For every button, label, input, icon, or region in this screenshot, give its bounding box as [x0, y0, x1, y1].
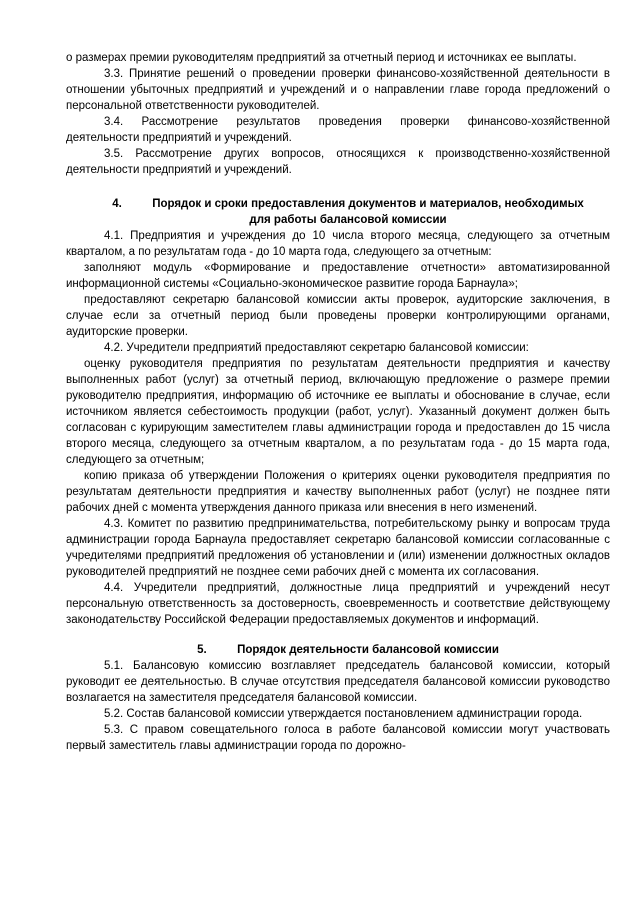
paragraph-5-1: 5.1. Балансовую комиссию возглавляет председатель балансовой комиссии, который руководит ее деятельностью. В случае отсутствия председателя балансовой комиссии руководство возлагается на заместителя председателя балансовой комиссии. — [66, 660, 610, 704]
paragraph-3-5: 3.5. Рассмотрение других вопросов, относящихся к производственно-хозяйственной деятельности предприятий и учреждений. — [66, 148, 610, 176]
paragraph-5-2: 5.2. Состав балансовой комиссии утверждается постановлением администрации города. — [104, 708, 583, 720]
paragraph-4-2-item-1: оценку руководителя предприятия по результатам деятельности предприятия и качеству выполненных работ (услуг) за отчетный период, включающую предложение о размере премии руководителю предприятия, информацию об источнике ее выплаты и обоснование в случае, если источником является себестоимость продукции (работ, услуг). Указанный документ должен быть согласован с курирующим заместителем главы администрации города и предоставлен до 15 числа второго месяца, следующего за отчетным кварталом, а по результатам года - до 15 марта года, следующего за отчетным; — [66, 358, 610, 466]
paragraph-4-2: 4.2. Учредители предприятий предоставляют секретарю балансовой комиссии: — [104, 342, 529, 354]
section-5-title: Порядок деятельности балансовой комиссии — [237, 644, 499, 656]
section-4-number: 4. — [112, 198, 122, 210]
section-5-heading — [66, 642, 610, 658]
paragraph-4-1-item-1: заполняют модуль «Формирование и предоставление отчетности» автоматизированной информационной системы «Социально-экономическое развитие города Барнаула»; — [66, 262, 610, 290]
paragraph-continuation: о размерах премии руководителям предприятий за отчетный период и источниках ее выплаты. — [66, 52, 577, 64]
paragraph-4-3: 4.3. Комитет по развитию предпринимательства, потребительскому рынку и вопросам труда администрации города Барнаула предоставляет секретарю балансовой комиссии согласованные с учредителями предприятий предложения об установлении и (или) изменении должностных окладов руководителей предприятий не позднее семи рабочих дней с момента их согласования. — [66, 518, 610, 578]
section-5-number: 5. — [197, 644, 207, 656]
section-4-heading — [66, 196, 610, 228]
paragraph-4-1-item-2: предоставляют секретарю балансовой комиссии акты проверок, аудиторские заключения, в случае если за отчетный период были проведены проверки контролирующими органами, аудиторские проверки. — [66, 294, 610, 338]
paragraph-3-4: 3.4. Рассмотрение результатов проведения проверки финансово-хозяйственной деятельности предприятий и учреждений. — [66, 116, 610, 144]
document-page — [66, 50, 610, 754]
paragraph-4-2-item-2: копию приказа об утверждении Положения о критериях оценки руководителя предприятия по результатам деятельности предприятия и качеству выполненных работ (услуг) не позднее пяти рабочих дней с момента утверждения данного приказа или внесения в него изменений. — [66, 470, 610, 514]
spacer — [66, 628, 610, 642]
paragraph-4-4: 4.4. Учредители предприятий, должностные лица предприятий и учреждений несут персональную ответственность за достоверность, своевременность и соответствие действующему законодательству Российской Федерации предоставляемых документов и информаций. — [66, 582, 610, 626]
paragraph-4-1: 4.1. Предприятия и учреждения до 10 числа второго месяца, следующего за отчетным кварталом, а по результатам года - до 10 марта года, следующего за отчетным: — [66, 230, 610, 258]
paragraph-5-3: 5.3. С правом совещательного голоса в работе балансовой комиссии могут участвовать первый заместитель главы администрации города по дорожно- — [66, 724, 610, 752]
spacer — [66, 178, 610, 196]
paragraph-3-3: 3.3. Принятие решений о проведении проверки финансово-хозяйственной деятельности в отношении убыточных предприятий и учреждений и о направлении главе города предложений о персональной ответственности руководителей. — [66, 68, 610, 112]
section-4-title: Порядок и сроки предоставления документов и материалов, необходимых для работы балансовой комиссии — [152, 198, 584, 226]
